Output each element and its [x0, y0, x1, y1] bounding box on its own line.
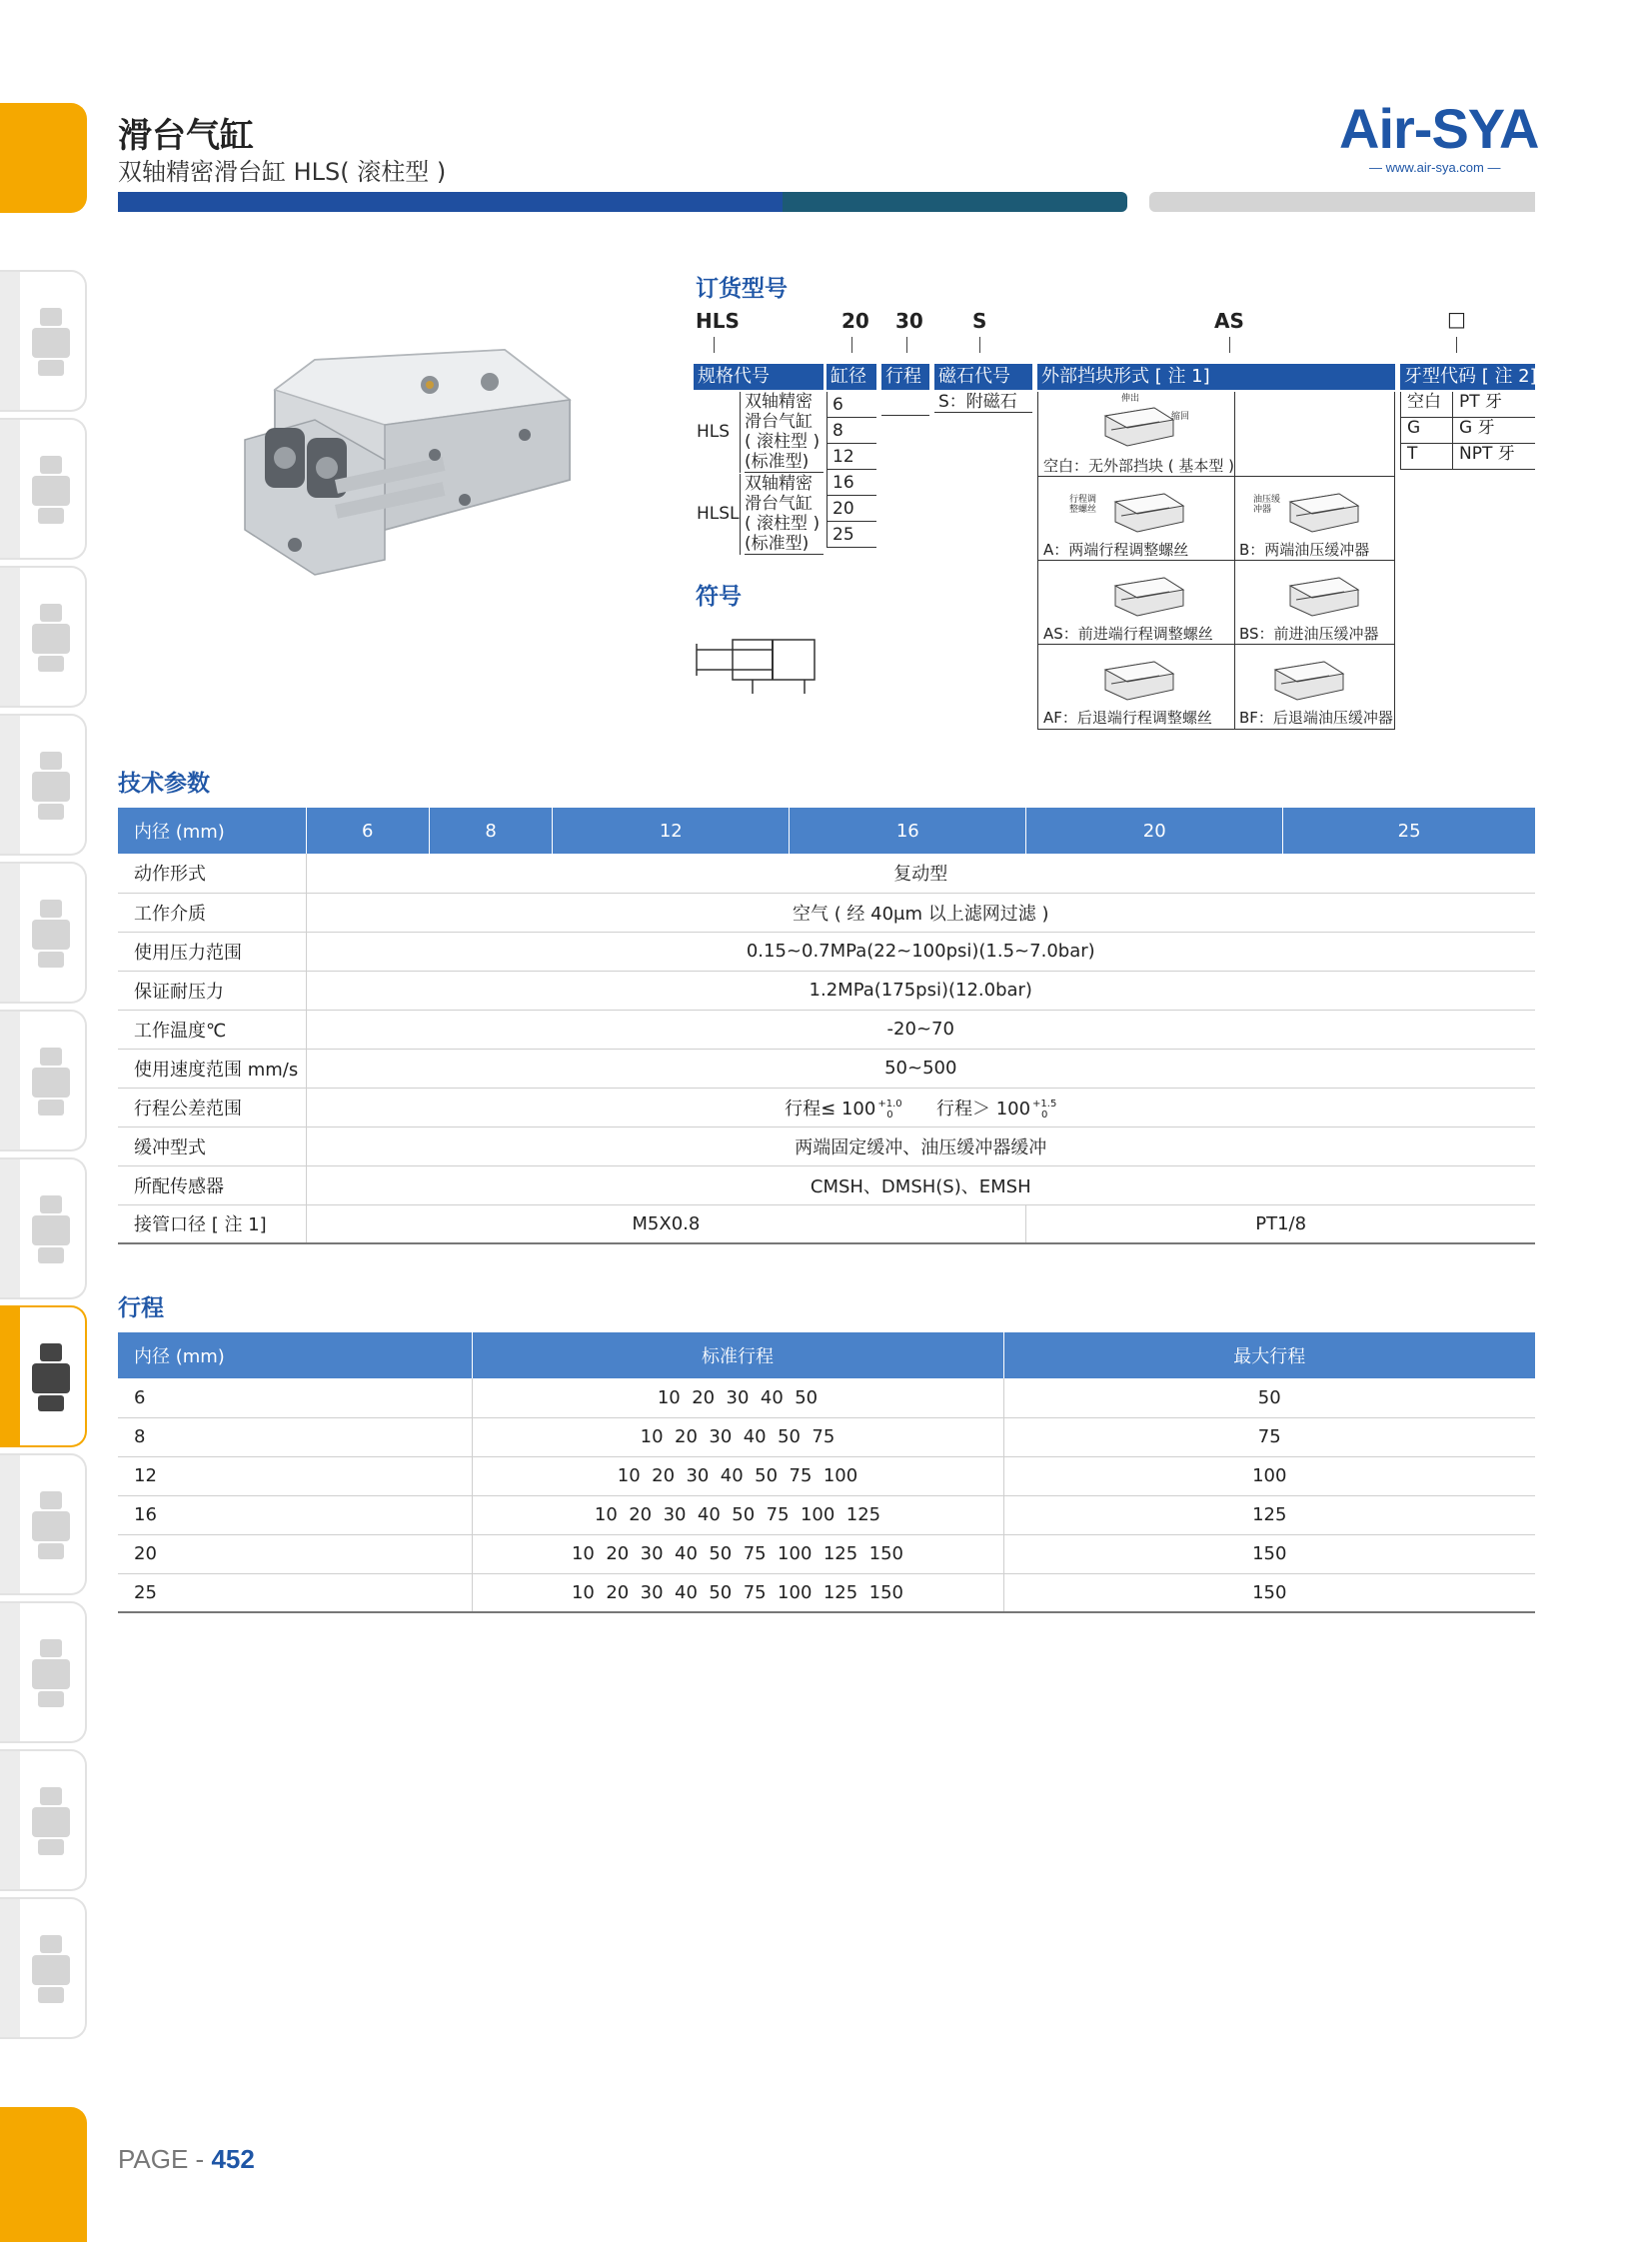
- sidebar-item-bar: [0, 716, 20, 854]
- stopper-diagram-bs: [1284, 566, 1364, 620]
- model-desc-line: (标准型): [745, 452, 824, 473]
- stroke-max: 50: [1003, 1378, 1535, 1417]
- model-desc-line: (标准型): [745, 534, 824, 555]
- table-row: [118, 1088, 1535, 1126]
- model-desc-hlsl: [740, 474, 824, 555]
- sidebar-item[interactable]: [0, 714, 87, 856]
- bore-value: 20: [827, 496, 876, 522]
- header-bar-blue: [118, 192, 783, 212]
- cylinder-valve-icon: [26, 1189, 76, 1269]
- sidebar-tab-bottom: [0, 2107, 87, 2242]
- stroke-standard: 10 20 30 40 50 75 100 125 150: [472, 1573, 1003, 1612]
- sidebar-item-bar: [0, 568, 20, 706]
- model-code-hls: HLS: [697, 422, 731, 442]
- brand-url: — www.air-sya.com —: [1369, 160, 1501, 175]
- row-label: 缓冲型式: [118, 1126, 306, 1165]
- sidebar-item-bar: [0, 272, 20, 410]
- sidebar-item-bar: [0, 1307, 20, 1445]
- sidebar-item[interactable]: [0, 270, 87, 412]
- sidebar-item[interactable]: [0, 418, 87, 560]
- stopper-header: 外部挡块形式 [ 注 1]: [1037, 364, 1395, 390]
- row-value: -20~70: [306, 1010, 1535, 1049]
- tolerance-b-upper: +1.5: [1032, 1098, 1057, 1110]
- sidebar-item[interactable]: [0, 1897, 87, 2039]
- row-value: 两端固定缓冲、油压缓冲器缓冲: [306, 1126, 1535, 1165]
- model-desc-line: 双轴精密: [745, 474, 813, 494]
- code-series: HLS: [696, 309, 740, 333]
- stopper-option-b: B：两端油压缓冲器: [1239, 541, 1370, 559]
- stroke-bore: 20: [118, 1534, 472, 1573]
- lubricator-icon: [26, 450, 76, 530]
- row-label: 使用压力范围: [118, 932, 306, 971]
- model-code-hlsl: HLSL: [697, 504, 740, 524]
- model-desc-hls: [740, 392, 824, 473]
- tech-col-bore: 25: [1283, 808, 1535, 854]
- stroke-max: 150: [1003, 1534, 1535, 1573]
- thread-row: [1401, 418, 1535, 444]
- table-row: [118, 1417, 1535, 1456]
- table-row: [118, 1456, 1535, 1495]
- thread-name: PT 牙: [1459, 392, 1503, 412]
- sidebar-item[interactable]: [0, 1453, 87, 1595]
- thread-list: [1400, 392, 1535, 470]
- code-stopper: AS: [1214, 309, 1244, 333]
- valve-block-icon: [26, 1042, 76, 1121]
- symbol-heading: 符号: [696, 584, 742, 610]
- thread-name: NPT 牙: [1459, 444, 1515, 464]
- model-desc-line: ( 滚柱型 ): [745, 432, 821, 452]
- filter-icon: [26, 302, 76, 382]
- label-extend: 伸出: [1121, 394, 1140, 404]
- stopper-diagram-basic: [1099, 396, 1179, 450]
- elbow-fitting-icon: [26, 1633, 76, 1713]
- code-stroke: 30: [895, 309, 923, 333]
- sidebar-tab-top: [0, 103, 87, 213]
- flow-control-icon: [26, 894, 76, 974]
- stopper-diagram-as: [1109, 566, 1189, 620]
- tech-col-bore: 8: [429, 808, 552, 854]
- row-label: 保证耐压力: [118, 971, 306, 1010]
- stroke-table: [118, 1332, 1535, 1613]
- header-bar-teal: [783, 192, 1127, 212]
- stroke-max: 150: [1003, 1573, 1535, 1612]
- model-desc-line: 双轴精密: [745, 392, 813, 412]
- row-value-left: M5X0.8: [306, 1204, 1026, 1243]
- page-title: 滑台气缸: [118, 116, 254, 156]
- bore-value: 12: [827, 444, 876, 470]
- table-row: [118, 1573, 1535, 1612]
- model-desc-line: 滑台气缸: [745, 494, 813, 514]
- sidebar-item-bar: [0, 1455, 20, 1593]
- code-tick: [851, 337, 852, 353]
- row-value: 1.2MPa(175psi)(12.0bar): [306, 971, 1535, 1010]
- table-row: [118, 1378, 1535, 1417]
- thread-code: 空白: [1401, 392, 1453, 417]
- tech-col-label: 内径 (mm): [118, 808, 306, 854]
- stopper-diagram-b: [1284, 482, 1364, 536]
- row-value: CMSH、DMSH(S)、EMSH: [306, 1165, 1535, 1204]
- stroke-blank: [881, 392, 929, 416]
- tech-col-bore: 6: [306, 808, 429, 854]
- gripper-icon: [26, 1485, 76, 1565]
- stopper-diagram-a: [1109, 482, 1189, 536]
- table-row: [118, 1534, 1535, 1573]
- model-desc-line: ( 滚柱型 ): [745, 514, 821, 534]
- stopper-diagram-bf: [1269, 650, 1349, 704]
- stroke-max: 75: [1003, 1417, 1535, 1456]
- solenoid-valve-icon: [26, 746, 76, 826]
- sidebar-item-bar: [0, 420, 20, 558]
- stroke-standard: 10 20 30 40 50 75 100: [472, 1456, 1003, 1495]
- sidebar-item[interactable]: [0, 1305, 87, 1447]
- thread-name: G 牙: [1459, 418, 1495, 438]
- stroke-bore: 12: [118, 1456, 472, 1495]
- label-adjust-screw: 行程调整螺丝: [1069, 495, 1097, 515]
- row-label: 行程公差范围: [118, 1088, 306, 1126]
- stroke-standard: 10 20 30 40 50 75 100 125 150: [472, 1534, 1003, 1573]
- slide-cylinder-icon: [26, 1337, 76, 1417]
- page-subtitle: 双轴精密滑台缸 HLS( 滚柱型 ): [118, 158, 447, 186]
- stroke-col-bore: 内径 (mm): [118, 1332, 472, 1378]
- stroke-header: 行程: [881, 364, 929, 390]
- row-value-tolerance: [306, 1088, 1535, 1126]
- sidebar-item-bar: [0, 1899, 20, 2037]
- stopper-diagram-af: [1099, 650, 1179, 704]
- tech-col-bore: 20: [1026, 808, 1283, 854]
- label-retract: 缩回: [1171, 412, 1190, 422]
- thread-row: [1401, 392, 1535, 418]
- sidebar-item[interactable]: [0, 1010, 87, 1151]
- sidebar-item[interactable]: [0, 566, 87, 708]
- model-desc-line: 滑台气缸: [745, 412, 813, 432]
- tolerance-a: 行程≤ 100: [785, 1098, 876, 1120]
- tech-col-bore: 16: [790, 808, 1026, 854]
- row-label: 工作温度℃: [118, 1010, 306, 1049]
- sidebar-item[interactable]: [0, 1749, 87, 1891]
- sidebar-item-bar: [0, 1603, 20, 1741]
- tolerance-b: 行程＞ 100: [935, 1098, 1031, 1120]
- tolerance-a-lower: 0: [886, 1109, 893, 1121]
- stroke-standard: 10 20 30 40 50 75: [472, 1417, 1003, 1456]
- bore-value: 8: [827, 418, 876, 444]
- stroke-standard: 10 20 30 40 50: [472, 1378, 1003, 1417]
- sidebar-item-bar: [0, 1159, 20, 1297]
- thread-row: [1401, 444, 1535, 470]
- thread-code: T: [1401, 444, 1453, 469]
- code-thread: □: [1447, 307, 1466, 331]
- sidebar-item-bar: [0, 864, 20, 1002]
- bore-value: 25: [827, 522, 876, 548]
- header-bar-grey: [1149, 192, 1535, 212]
- table-row: [118, 1049, 1535, 1088]
- stroke-bore: 8: [118, 1417, 472, 1456]
- row-value: 50~500: [306, 1049, 1535, 1088]
- bore-list: [826, 392, 876, 548]
- table-row: [118, 1204, 1535, 1243]
- tech-table: [118, 808, 1535, 1244]
- table-row: [118, 893, 1535, 932]
- bore-value: 6: [827, 392, 876, 418]
- magnet-value: S：附磁石: [934, 392, 1032, 413]
- row-label: 接管口径 [ 注 1]: [118, 1204, 306, 1243]
- sidebar-item-bar: [0, 1012, 20, 1149]
- tech-col-bore: 12: [553, 808, 790, 854]
- table-row: [118, 854, 1535, 893]
- silencer-icon: [26, 1781, 76, 1861]
- thread-code: G: [1401, 418, 1453, 443]
- table-row: [118, 971, 1535, 1010]
- table-row: [118, 1495, 1535, 1534]
- code-magnet: S: [972, 309, 987, 333]
- table-row: [118, 1010, 1535, 1049]
- stroke-heading: 行程: [118, 1295, 164, 1321]
- stroke-standard: 10 20 30 40 50 75 100 125: [472, 1495, 1003, 1534]
- row-label: 工作介质: [118, 893, 306, 932]
- thread-header: 牙型代码 [ 注 2]: [1400, 364, 1535, 390]
- stopper-option-bf: BF：后退端油压缓冲器: [1239, 709, 1393, 727]
- stopper-option-af: AF：后退端行程调整螺丝: [1043, 709, 1212, 727]
- stopper-option-a: A：两端行程调整螺丝: [1043, 541, 1189, 559]
- sidebar-item-bar: [0, 1751, 20, 1889]
- tolerance-b-lower: 0: [1041, 1109, 1048, 1121]
- tolerance-a-upper: +1.0: [877, 1098, 902, 1110]
- stopper-option-bs: BS：前进油压缓冲器: [1239, 625, 1379, 643]
- bore-value: 16: [827, 470, 876, 496]
- page-number: PAGE - 452: [118, 2144, 255, 2174]
- brand-logo: Air-SYA: [1339, 97, 1539, 160]
- row-value-right: PT1/8: [1026, 1204, 1535, 1243]
- code-tick: [1456, 337, 1457, 353]
- stroke-bore: 16: [118, 1495, 472, 1534]
- row-label: 使用速度范围 mm/s: [118, 1049, 306, 1088]
- sidebar-item[interactable]: [0, 1157, 87, 1299]
- row-value: 空气 ( 经 40μm 以上滤网过滤 ): [306, 893, 1535, 932]
- product-image: [235, 330, 585, 580]
- sidebar-item[interactable]: [0, 862, 87, 1004]
- row-value: 复动型: [306, 854, 1535, 893]
- row-label: 所配传感器: [118, 1165, 306, 1204]
- model-header: 规格代号: [694, 364, 824, 390]
- code-bore: 20: [841, 309, 869, 333]
- code-tick: [714, 337, 715, 353]
- stroke-bore: 6: [118, 1378, 472, 1417]
- pressure-gauge-icon: [26, 598, 76, 678]
- stroke-col-standard: 标准行程: [472, 1332, 1003, 1378]
- quick-fitting-icon: [26, 1929, 76, 2009]
- code-tick: [906, 337, 907, 353]
- row-value: 0.15~0.7MPa(22~100psi)(1.5~7.0bar): [306, 932, 1535, 971]
- order-code-heading: 订货型号: [696, 276, 788, 302]
- stroke-col-max: 最大行程: [1003, 1332, 1535, 1378]
- stroke-max: 125: [1003, 1495, 1535, 1534]
- bore-header: 缸径: [826, 364, 876, 390]
- stroke-bore: 25: [118, 1573, 472, 1612]
- stopper-option-as: AS：前进端行程调整螺丝: [1043, 625, 1213, 643]
- label-shock-absorber: 油压缓冲器: [1253, 495, 1281, 515]
- code-tick: [1229, 337, 1230, 353]
- stopper-option-basic: 空白：无外部挡块 ( 基本型 ): [1043, 457, 1235, 475]
- sidebar-item[interactable]: [0, 1601, 87, 1743]
- table-row: [118, 932, 1535, 971]
- tech-heading: 技术参数: [118, 771, 210, 797]
- table-row: [118, 1126, 1535, 1165]
- code-tick: [979, 337, 980, 353]
- stroke-max: 100: [1003, 1456, 1535, 1495]
- magnet-header: 磁石代号: [934, 364, 1032, 390]
- row-label: 动作形式: [118, 854, 306, 893]
- table-row: [118, 1165, 1535, 1204]
- cylinder-symbol-icon: [693, 632, 832, 702]
